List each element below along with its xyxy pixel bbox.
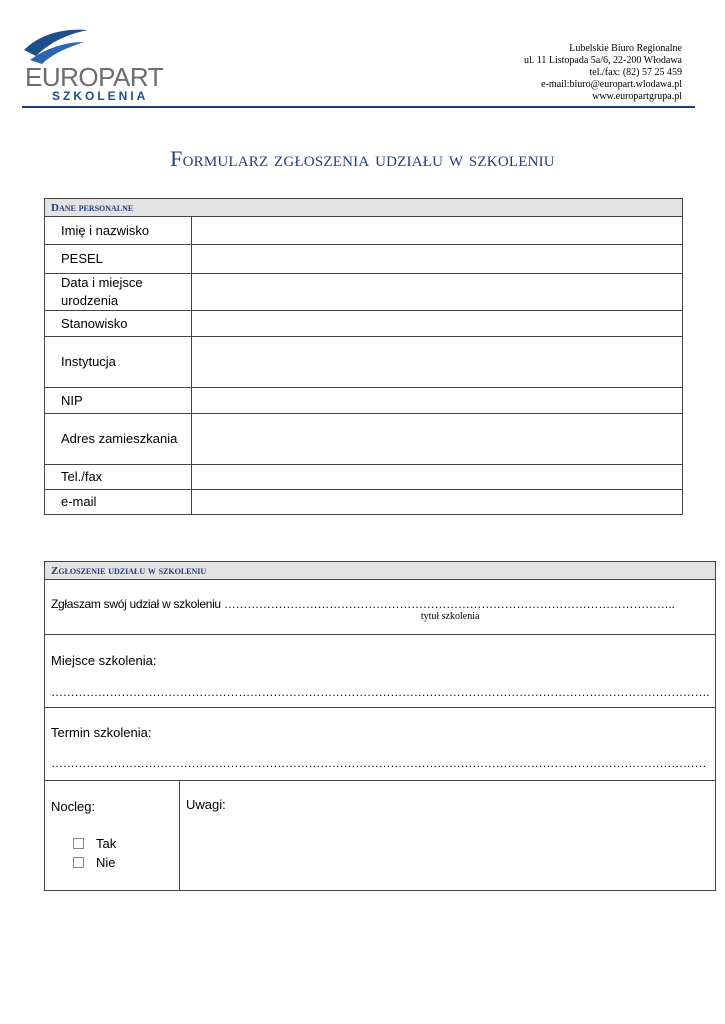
europart-logo [22,24,164,103]
training-date-dots: …………………………………………………………………………………………………………………………………………………… [51,756,707,770]
header-divider [22,106,695,108]
field-input-address[interactable] [191,414,682,465]
field-input-phone[interactable] [191,465,682,490]
address-line: www.europartgrupa.pl [592,91,682,102]
field-label-position: Stanowisko [45,311,192,337]
contact-address [524,43,682,103]
training-place-label: Miejsce szkolenia: [51,653,157,668]
field-input-name[interactable] [191,217,682,245]
training-date-label: Termin szkolenia: [51,725,152,740]
address-line: e-mail:biuro@europart.wlodawa.pl [541,79,682,90]
field-label-pesel: PESEL [45,245,192,274]
field-label-birth: Data i miejsce urodzenia [45,274,192,311]
lodging-option-no-label: Nie [96,855,116,870]
personal-data-table [44,198,683,515]
field-input-institution[interactable] [191,337,682,388]
logo-wordmark: EUROPART [25,62,164,92]
checkbox-no[interactable] [73,857,84,868]
section-header-application: Zgłoszenie udziału w szkoleniu [45,562,716,580]
lodging-option-no[interactable] [73,853,173,872]
field-label-phone: Tel./fax [45,465,192,490]
training-date-row[interactable] [45,708,716,781]
lodging-label: Nocleg: [51,799,96,814]
lodging-cell [45,781,180,891]
field-label-institution: Instytucja [45,337,192,388]
address-line: ul. 11 Listopada 5a/6, 22-200 Włodawa [523,55,682,66]
field-label-name: Imię i nazwisko [45,217,192,245]
lodging-option-yes-label: Tak [96,836,117,851]
remarks-cell[interactable] [180,781,716,891]
field-input-email[interactable] [191,490,682,515]
field-label-email: e-mail [45,490,192,515]
training-place-dots: ……………………………………………………………………………………………………………………………………………………. [51,685,710,699]
training-title-caption: tytuł szkolenia [420,611,480,622]
bird-wing-icon [22,24,92,66]
field-input-pesel[interactable] [191,245,682,274]
field-input-nip[interactable] [191,388,682,414]
field-input-birth[interactable] [191,274,682,311]
field-input-position[interactable] [191,311,682,337]
field-label-address: Adres zamieszkania [45,414,192,465]
section-header-personal: Dane personalne [45,199,683,217]
logo-subtitle: SZKOLENIA [52,89,149,103]
address-line: tel./fax: (82) 57 25 459 [589,67,682,78]
form-title: Formularz zgłoszenia udziału w szkoleniu [170,146,555,171]
field-label-nip: NIP [45,388,192,414]
training-declaration: Zgłaszam swój udział w szkoleniu …………………………………………………………………………………………………….. [51,597,675,611]
training-title-row[interactable] [45,580,716,635]
remarks-label: Uwagi: [186,797,226,812]
checkbox-yes[interactable] [73,838,84,849]
training-place-row[interactable] [45,635,716,708]
address-line: Lubelskie Biuro Regionalne [569,43,682,54]
lodging-option-yes[interactable] [73,834,173,853]
application-table [44,561,716,891]
